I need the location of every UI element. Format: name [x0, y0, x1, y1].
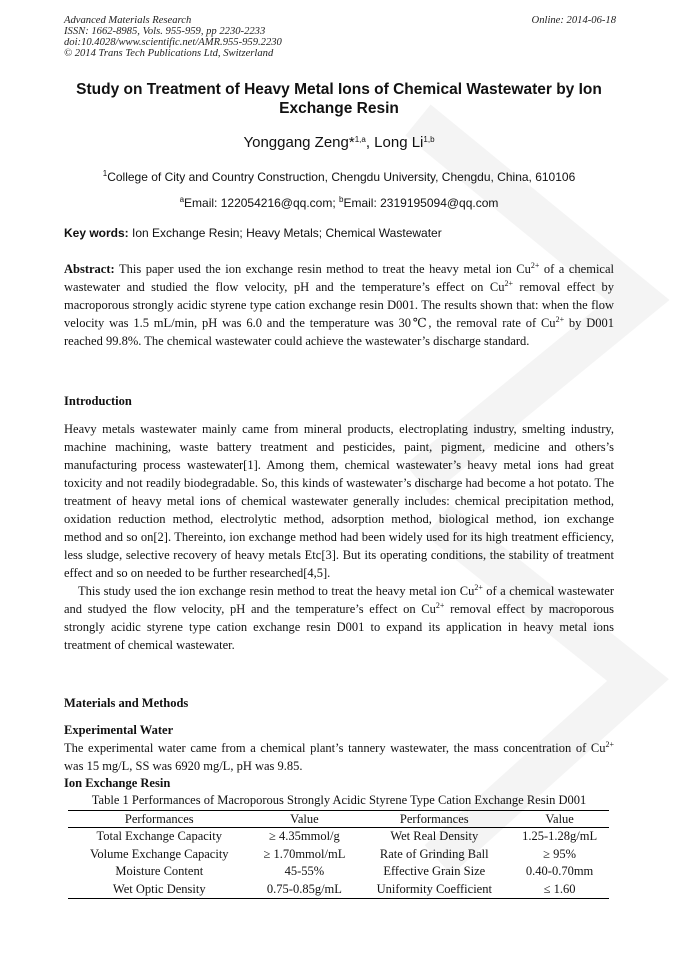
abstract-part-4: by D001 reached 99.8%. The chemical wastewater could achieve the wastewater’s discharge standard. — [64, 316, 614, 348]
email-b: Email: 2319195094@qq.com — [343, 196, 499, 210]
keywords — [64, 226, 616, 240]
table-cell: Wet Optic Density — [68, 881, 251, 899]
intro-p2-part-3: removal effect by macroporous strongly acidic styrene type cation exchange resin D001 to expand its application in heavy metal ions treatment of chemical wastewater. — [64, 602, 614, 652]
table-header-row — [68, 811, 609, 828]
author-2-sup: 1,b — [423, 135, 435, 144]
table-row — [68, 881, 609, 899]
issn-line: ISSN: 1662-8985, Vols. 955-959, pp 2230-2233 — [64, 26, 266, 37]
table-header-cell: Performances — [68, 811, 251, 828]
introduction-paragraph-1: Heavy metals wastewater mainly came from mineral products, electroplating industry, smelting industry, machine machining, waste battery treatment and pesticides, paint, pigment, medicine and others’s manufacturing process wastewater[1]. Among them, chemical wastewater’s heavy metal ions had great toxicity and not readily biodegradable. So, this kinds of wastewater’s discharge had become a hot potato. The treatment of heavy metal ions of chemical wastewater generally includes: chemical precipitation method, oxidation reduction method, electrolytic method, adsorption method, biological method, ion exchange method and so on[2]. Thereinto, ion exchange method had been widely used for its high treatment efficiency, less sludge, selective recovery of heavy metals Etc[3]. But its operating conditions, the stability of treatment effect and so on needed to be further researched[4,5]. — [64, 422, 614, 580]
table-row — [68, 846, 609, 864]
ion-exchange-resin-heading: Ion Exchange Resin — [64, 776, 171, 790]
affiliation-text: College of City and Country Construction, Chengdu University, Chengdu, China, 610106 — [107, 170, 576, 184]
author-1-name: Yonggang Zeng* — [243, 134, 355, 151]
table-cell: Total Exchange Capacity — [96, 829, 222, 844]
table-cell: Rate of Grinding Ball — [379, 846, 489, 861]
journal-name: Advanced Materials Research — [64, 15, 192, 26]
abstract-label: Abstract: — [64, 262, 115, 276]
table-row — [68, 828, 609, 846]
table-cell: 45-55% — [284, 864, 325, 879]
table-cell: Moisture Content — [115, 864, 204, 879]
table-cell: Uniformity Coefficient — [358, 881, 510, 899]
intro-p2-sup-2: 2+ — [435, 601, 445, 610]
email-a-sup: a — [179, 195, 185, 204]
abstract-sup-3: 2+ — [555, 315, 565, 324]
table-cell: ≥ 4.35mmol/g — [269, 829, 340, 844]
introduction-paragraph-2 — [64, 582, 614, 654]
doi-line: doi:10.4028/www.scientific.net/AMR.955-959.2230 — [64, 37, 282, 48]
online-date: Online: 2014-06-18 — [531, 15, 616, 26]
table-1-caption: Table 1 Performances of Macroporous Strongly Acidic Styrene Type Cation Exchange Resin D001 — [91, 793, 587, 807]
water-part-1: The experimental water came from a chemical plant’s tannery wastewater, the mass concentration of Cu — [64, 741, 606, 755]
table-cell: Wet Real Density — [390, 829, 479, 844]
email-a: Email: 122054216@qq.com; — [184, 196, 339, 210]
introduction-heading: Introduction — [64, 394, 132, 408]
table-cell: ≥ 95% — [543, 846, 577, 861]
author-line — [60, 134, 618, 151]
intro-p2-sup-1: 2+ — [474, 583, 483, 592]
table-header-cell: Value — [510, 811, 609, 828]
affiliation-sup: 1 — [102, 169, 108, 178]
intro-p2-part-1: This study used the ion exchange resin method to treat the heavy metal ion Cu — [78, 584, 475, 598]
water-part-2: was 15 mg/L, SS was 6920 mg/L, pH was 9.85. — [64, 759, 303, 773]
table-cell: ≥ 1.70mmol/mL — [263, 846, 346, 861]
table-cell: Effective Grain Size — [383, 864, 486, 879]
abstract-part-3: removal effect by macroporous strongly acidic styrene type cation exchange resin D001. The results shown that: when the flow velocity was 1.5 mL/min, pH was 6.0 and the temperature was 30℃, the removal rate of Cu — [64, 280, 615, 330]
author-2-name: Long Li — [374, 134, 424, 151]
table-cell: 1.25-1.28g/mL — [522, 829, 598, 844]
abstract-sup-1: 2+ — [530, 261, 540, 270]
email-b-sup: b — [339, 195, 344, 204]
abstract-part-1: This paper used the ion exchange resin method to treat the heavy metal ion Cu — [114, 262, 531, 276]
paper-title: Study on Treatment of Heavy Metal Ions of Chemical Wastewater by Ion Exchange Resin — [76, 81, 602, 117]
intro-p2-part-2: of a chemical wastewater and studyed the flow velocity, pH and the temperature’s effect on Cu — [64, 584, 614, 616]
copyright-line: © 2014 Trans Tech Publications Ltd, Switzerland — [64, 48, 274, 59]
table-header-cell: Value — [251, 811, 359, 828]
table-cell: 0.40-0.70mm — [525, 864, 594, 879]
author-1-sup: 1,a — [354, 135, 366, 144]
table-cell: ≤ 1.60 — [510, 881, 609, 899]
abstract — [64, 260, 614, 350]
table-row — [68, 863, 609, 881]
author-separator: , — [365, 134, 375, 151]
keywords-text: Ion Exchange Resin; Heavy Metals; Chemical Wastewater — [128, 226, 442, 240]
email-line — [60, 196, 618, 210]
methods-heading: Materials and Methods — [64, 696, 189, 710]
experimental-water-text — [64, 739, 614, 775]
keywords-label: Key words: — [64, 226, 129, 240]
table-cell: Volume Exchange Capacity — [89, 846, 229, 861]
introduction-body — [64, 420, 614, 654]
experimental-water-heading: Experimental Water — [64, 723, 174, 737]
journal-header — [64, 15, 282, 59]
table-cell: 0.75-0.85g/mL — [251, 881, 359, 899]
affiliation — [60, 170, 618, 184]
abstract-sup-2: 2+ — [504, 279, 513, 288]
table-1 — [68, 810, 609, 899]
table-header-cell: Performances — [358, 811, 510, 828]
water-sup: 2+ — [605, 740, 614, 749]
abstract-part-2: of a chemical wastewater and studied the flow velocity, pH and the temperature’s effect on Cu — [64, 262, 614, 294]
